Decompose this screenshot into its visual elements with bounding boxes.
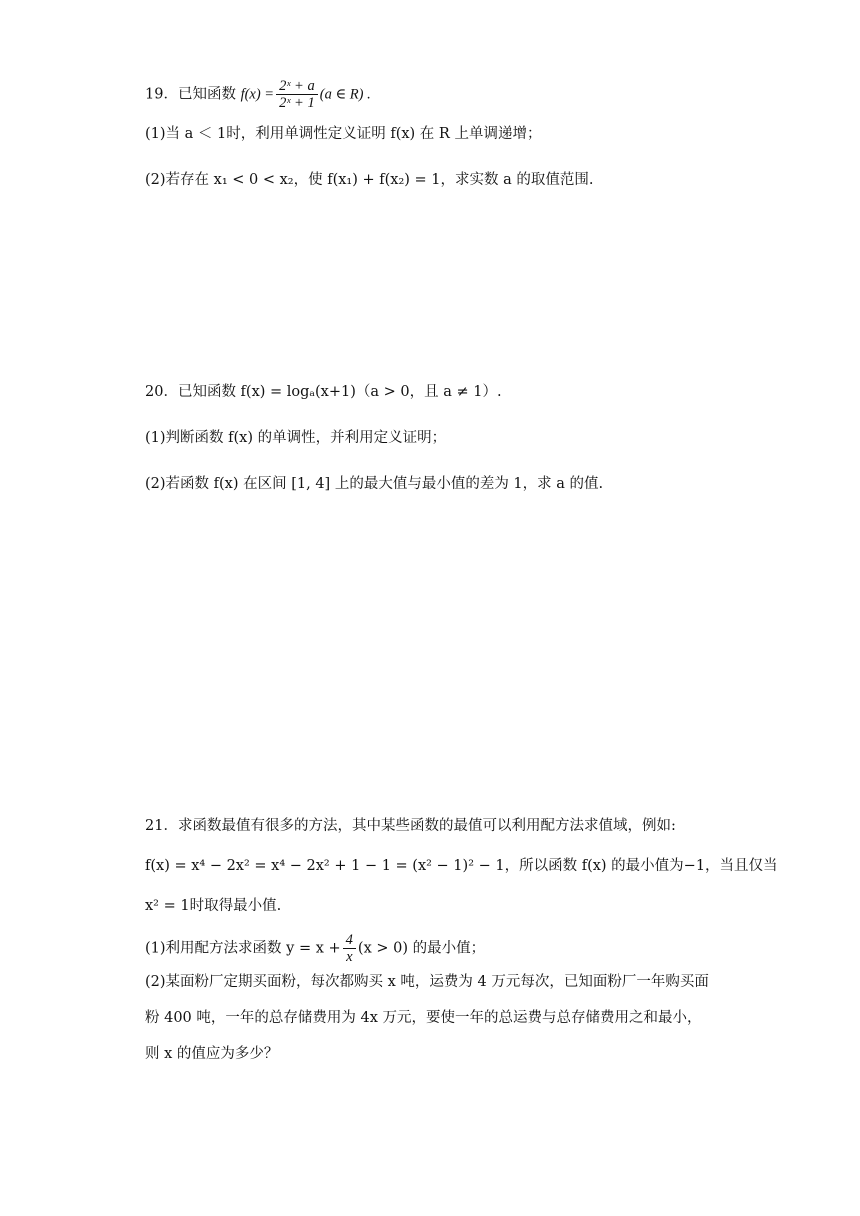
question-21-part-1-fraction-numerator: 4 xyxy=(343,932,356,949)
question-21-part-1-fraction xyxy=(343,932,356,965)
question-21-part-1 xyxy=(145,932,485,965)
question-19-fraction-denominator: 2ˣ + 1 xyxy=(279,95,315,111)
question-20-part-1: (1)判断函数 f(x) 的单调性，并利用定义证明； xyxy=(145,430,447,446)
question-19-fraction xyxy=(276,78,318,111)
question-21-stem-line-2: f(x) = x⁴ − 2x² = x⁴ − 2x² + 1 − 1 = (x² − 1)² − 1，所以函数 f(x) 的最小值为−1，当且仅当 xyxy=(145,858,778,874)
question-20-stem: 20．已知函数 f(x) = logₐ(x+1)（a > 0，且 a ≠ 1）. xyxy=(145,384,502,400)
question-21-part-1-fraction-denominator: x xyxy=(346,949,353,965)
question-19-prefix: 19．已知函数 xyxy=(145,86,241,103)
question-21-part-1-prefix: (1)利用配方法求函数 y = x + xyxy=(145,940,341,957)
question-20-part-2: (2)若函数 f(x) 在区间 [1, 4] 上的最大值与最小值的差为 1，求 a 的值. xyxy=(145,476,604,492)
question-19-suffix: (a ∈ R) . xyxy=(319,86,371,103)
question-21-stem-line-1: 21．求函数最值有很多的方法，其中某些函数的最值可以利用配方法求值域，例如: xyxy=(145,818,676,834)
question-19-part-2: (2)若存在 x₁ < 0 < x₂，使 f(x₁) + f(x₂) = 1，求实数 a 的取值范围. xyxy=(145,172,594,188)
question-19-fx: f(x) = xyxy=(240,86,275,103)
question-21-stem-line-3: x² = 1时取得最小值. xyxy=(145,898,282,914)
question-21-part-2-line-2: 粉 400 吨，一年的总存储费用为 4x 万元，要使一年的总运费与总存储费用之和最小， xyxy=(145,1010,702,1026)
question-21-part-1-suffix: (x > 0) 的最小值； xyxy=(357,940,486,957)
question-19-stem xyxy=(145,78,371,111)
question-19-fraction-numerator: 2ˣ + a xyxy=(276,78,318,95)
question-19-part-1: (1)当 a ＜ 1时，利用单调性定义证明 f(x) 在 R 上单调递增； xyxy=(145,126,542,142)
question-21-part-2-line-1: (2)某面粉厂定期买面粉，每次都购买 x 吨，运费为 4 万元每次，已知面粉厂一年购买面 xyxy=(145,974,709,990)
question-21-part-2-line-3: 则 x 的值应为多少？ xyxy=(145,1046,279,1062)
